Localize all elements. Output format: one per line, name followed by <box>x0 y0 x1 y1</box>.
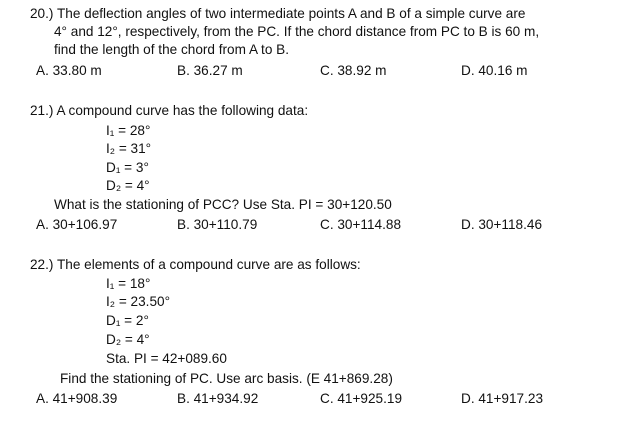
question-20-choice-c: C. 38.92 m <box>320 63 387 78</box>
question-21-data-i2: I₂ = 31° <box>106 141 152 156</box>
question-20-choice-b: B. 36.27 m <box>177 63 243 78</box>
question-21-prompt: What is the stationing of PCC? Use Sta. PI = 30+120.50 <box>54 197 392 212</box>
question-22-data-d1: D₁ = 2° <box>106 313 149 328</box>
question-22-data-i2: I₂ = 23.50° <box>106 294 170 309</box>
question-20-line-1: 20.) The deflection angles of two intermediate points A and B of a simple curve are <box>30 6 526 21</box>
question-21-data-d1: D₁ = 3° <box>106 160 149 175</box>
question-21-stem: 21.) A compound curve has the following data: <box>30 103 309 118</box>
question-20-line-3: find the length of the chord from A to B. <box>54 42 290 57</box>
question-22-choice-a: A. 41+908.39 <box>36 391 118 406</box>
question-21-choice-d: D. 30+118.46 <box>461 217 542 232</box>
question-20-line-2: 4° and 12°, respectively, from the PC. If the chord distance from PC to B is 60 m, <box>54 24 540 39</box>
question-22-choice-d: D. 41+917.23 <box>461 391 544 406</box>
question-21-data-i1: I₁ = 28° <box>106 123 151 138</box>
question-22-choice-c: C. 41+925.19 <box>320 391 403 406</box>
question-22-data-d2: D₂ = 4° <box>106 332 150 347</box>
question-22-stem: 22.) The elements of a compound curve are as follows: <box>30 257 361 272</box>
question-21-data-d2: D₂ = 4° <box>106 178 150 193</box>
question-22-choice-b: B. 41+934.92 <box>177 391 259 406</box>
question-21-choice-a: A. 30+106.97 <box>36 217 118 232</box>
question-20-choice-d: D. 40.16 m <box>461 63 528 78</box>
question-21-choice-c: C. 30+114.88 <box>320 217 401 232</box>
question-21-choice-b: B. 30+110.79 <box>177 217 258 232</box>
question-22-prompt: Find the stationing of PC. Use arc basis. (E 41+869.28) <box>60 371 393 386</box>
question-20-choice-a: A. 33.80 m <box>36 63 102 78</box>
question-22-data-sta-pi: Sta. PI = 42+089.60 <box>106 351 227 366</box>
question-22-data-i1: I₁ = 18° <box>106 276 151 291</box>
